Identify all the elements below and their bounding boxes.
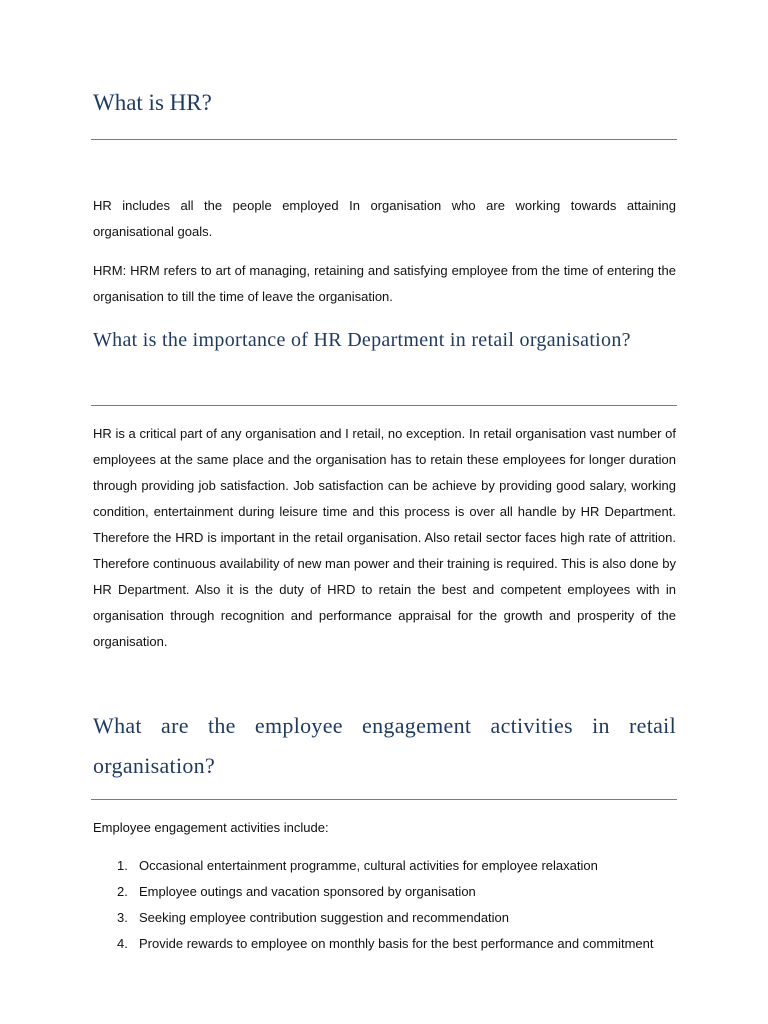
list-item bbox=[93, 879, 676, 905]
paragraph-hr-definition: HR includes all the people employed In organisation who are working towards attaining organisational goals. bbox=[93, 198, 676, 239]
list-item bbox=[93, 905, 676, 931]
heading-importance: What is the importance of HR Department in retail organisation? bbox=[93, 329, 631, 351]
heading-underline bbox=[91, 799, 677, 800]
heading-underline bbox=[91, 139, 677, 140]
list-item-text: Provide rewards to employee on monthly basis for the best performance and commitment bbox=[139, 936, 654, 951]
list-item-text: Occasional entertainment programme, cultural activities for employee relaxation bbox=[139, 858, 598, 873]
paragraph-hrm-definition: HRM: HRM refers to art of managing, retaining and satisfying employee from the time of entering the organisation to till the time of leave the organisation. bbox=[93, 263, 676, 304]
paragraph-importance: HR is a critical part of any organisation and I retail, no exception. In retail organisation vast number of employees at the same place and the organisation has to retain these employees for longer duration through providing job satisfaction. Job satisfaction can be achieve by providing good salary, working condition, entertainment during leisure time and this process is over all handle by HR Department. Therefore the HRD is important in the retail organisation. Also retail sector faces high rate of attrition. Therefore continuous availability of new man power and their training is required. This is also done by HR Department. Also it is the duty of HRD to retain the best and competent employees with in organisation through recognition and performance appraisal for the growth and prosperity of the organisation. bbox=[93, 426, 676, 649]
list-item bbox=[93, 853, 676, 879]
heading-what-is-hr: What is HR? bbox=[93, 90, 212, 115]
list-item-number: 1. bbox=[117, 858, 128, 873]
list-item-number: 4. bbox=[117, 936, 128, 951]
heading-underline bbox=[91, 405, 677, 406]
list-item-text: Employee outings and vacation sponsored by organisation bbox=[139, 884, 476, 899]
paragraph-engagement-intro: Employee engagement activities include: bbox=[93, 820, 329, 835]
list-item bbox=[93, 931, 676, 957]
list-item-text: Seeking employee contribution suggestion and recommendation bbox=[139, 910, 510, 925]
list-item-number: 2. bbox=[117, 884, 128, 899]
engagement-activities-list bbox=[93, 853, 676, 957]
heading-engagement: What are the employee engagement activities in retail organisation? bbox=[93, 713, 676, 778]
list-item-number: 3. bbox=[117, 910, 128, 925]
